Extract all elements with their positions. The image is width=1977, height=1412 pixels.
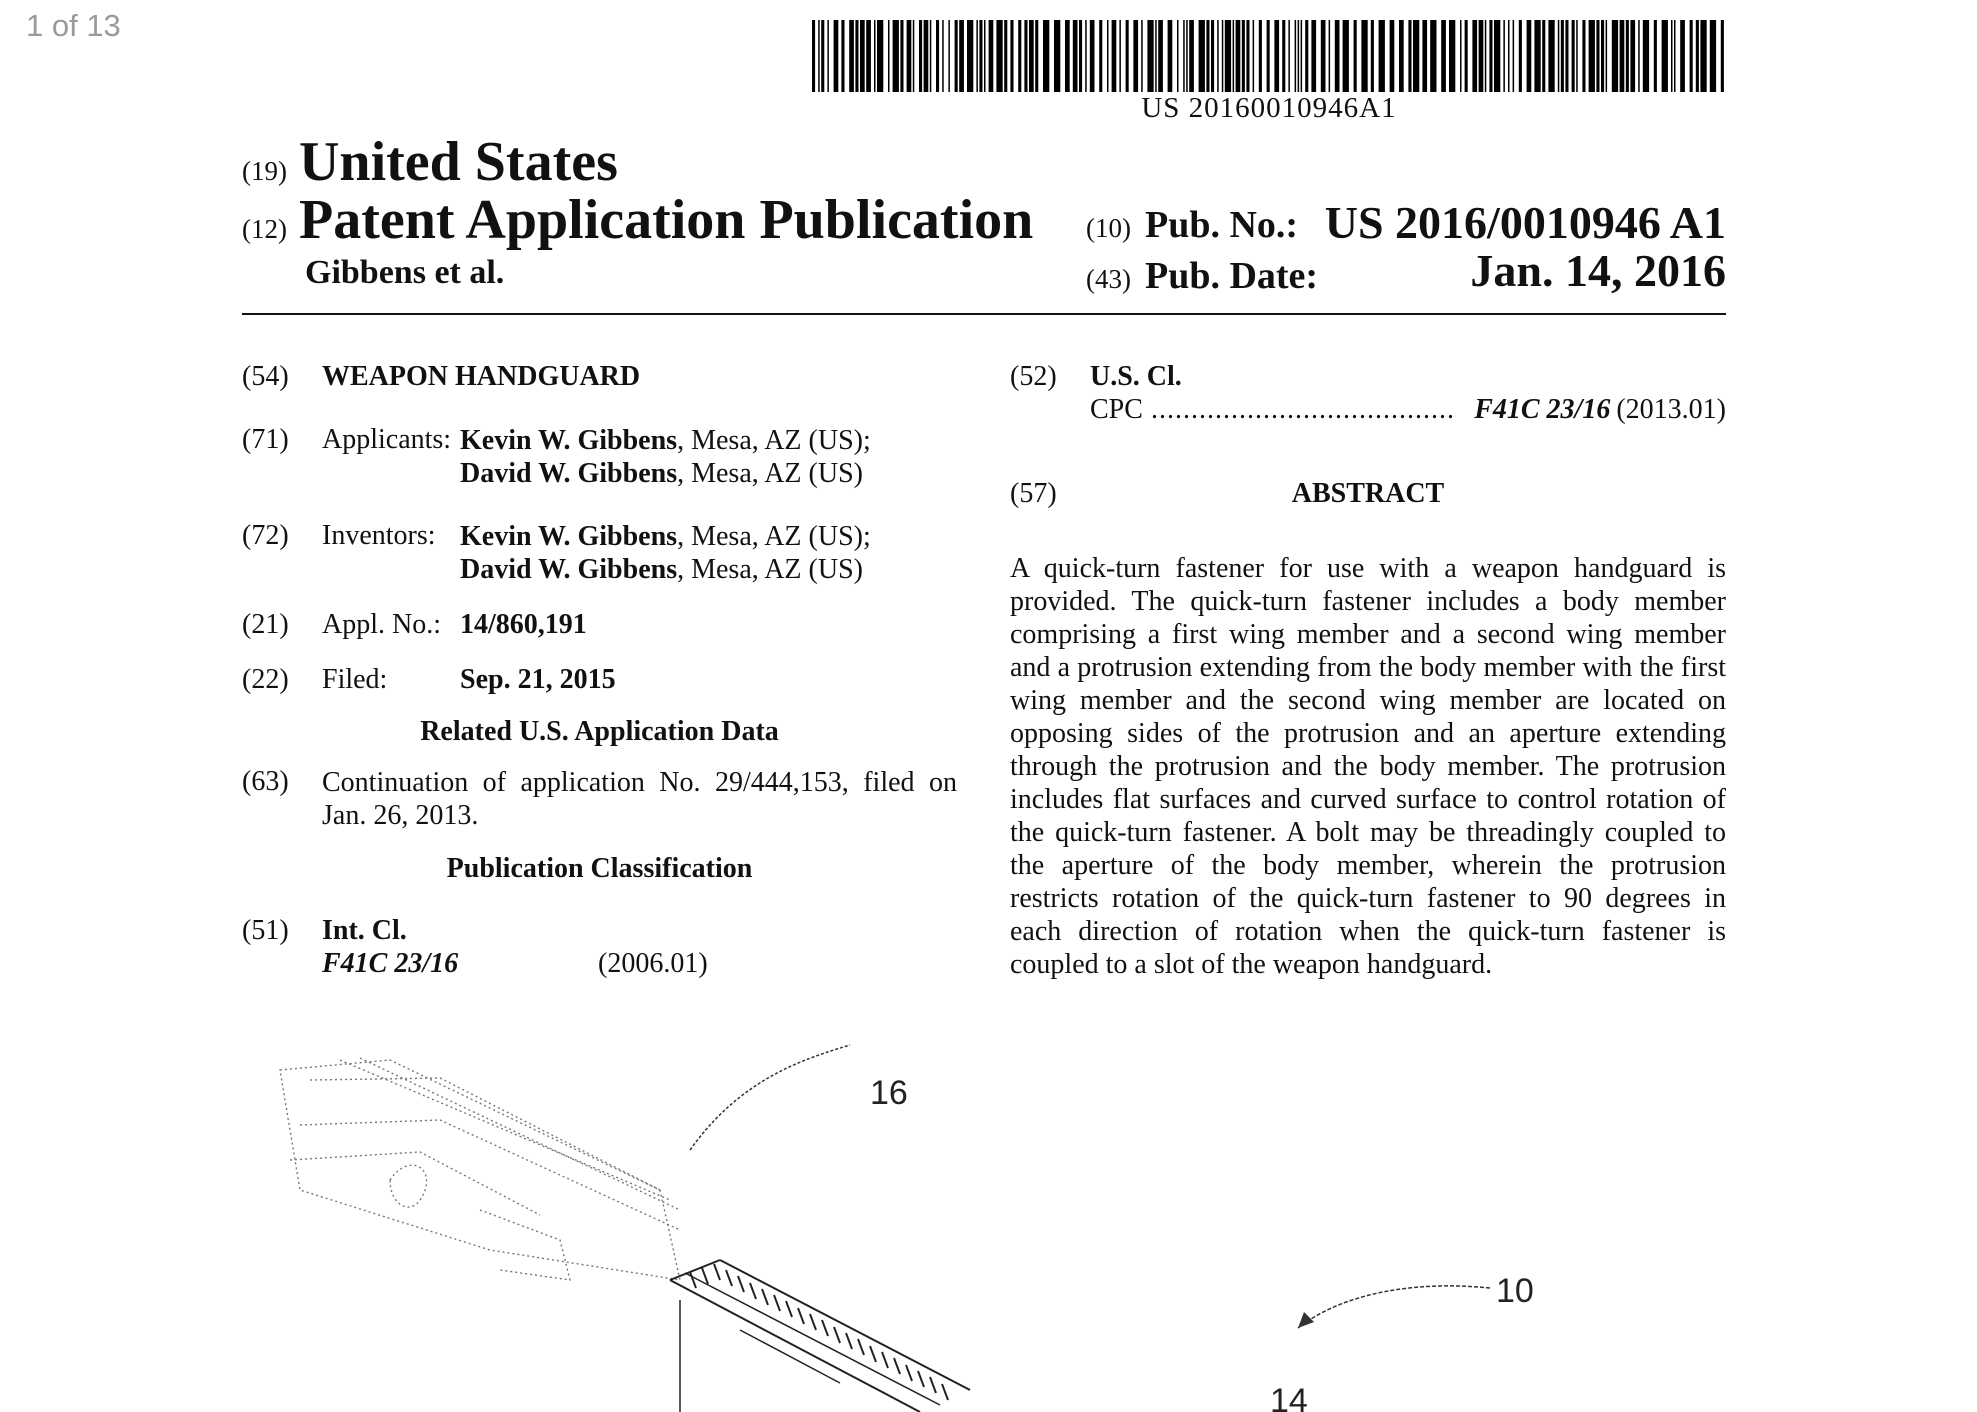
appl-no: 14/860,191: [460, 609, 587, 640]
continuation-line: Continuation of application No. 29/444,153, filed on: [322, 767, 957, 798]
country-line: [242, 130, 618, 194]
us-cl-label: U.S. Cl.: [1090, 361, 1182, 392]
applicants-code: (71): [242, 424, 289, 455]
applicants-list: [460, 424, 871, 490]
classification-heading: Publication Classification: [446, 853, 753, 884]
ref-label-10: 10: [1496, 1272, 1534, 1310]
cpc-label: CPC: [1090, 394, 1143, 425]
us-cl-code: (52): [1010, 361, 1057, 392]
applicant-location: , Mesa, AZ (US);: [677, 425, 871, 456]
pub-no-code: (10): [1086, 213, 1131, 243]
pub-date-line: [1086, 254, 1318, 298]
inventors-label: Inventors:: [322, 520, 436, 551]
inventor-location: , Mesa, AZ (US): [677, 554, 863, 585]
int-cl-label: Int. Cl.: [322, 915, 407, 946]
cpc-version: (2013.01): [1616, 394, 1726, 425]
continuation-line: Jan. 26, 2013.: [322, 800, 479, 831]
patent-drawing: [240, 1040, 1977, 1412]
applicant-name: David W. Gibbens: [460, 458, 678, 489]
filed-date: Sep. 21, 2015: [460, 664, 616, 695]
publication-type-code: (12): [242, 214, 287, 244]
related-data-heading: Related U.S. Application Data: [420, 716, 779, 747]
page-counter: 1 of 13: [26, 8, 121, 43]
cpc-leader-dots: ......................................: [1150, 394, 1455, 425]
inventor-location: , Mesa, AZ (US);: [677, 521, 871, 552]
pub-no-label: Pub. No.:: [1144, 204, 1299, 246]
applicant-name: Kevin W. Gibbens: [460, 425, 678, 456]
barcode-image: [812, 20, 1726, 92]
continuation-code: (63): [242, 766, 289, 797]
abstract-code: (57): [1010, 478, 1057, 509]
publication-type-line: [242, 188, 1033, 252]
inventors-code: (72): [242, 520, 289, 551]
cpc-line: [1090, 394, 1726, 426]
authors: Gibbens et al.: [305, 254, 505, 291]
applicants-label: Applicants:: [322, 424, 452, 455]
appl-no-label: Appl. No.:: [322, 609, 441, 640]
continuation-text: [322, 766, 957, 832]
cpc-class: F41C 23/16: [1474, 394, 1611, 425]
pub-date: Jan. 14, 2016: [1470, 245, 1726, 296]
int-cl-code: (51): [242, 915, 289, 946]
pub-no: US 2016/0010946 A1: [1324, 197, 1726, 248]
ref-label-16: 16: [870, 1074, 908, 1112]
pub-date-code: (43): [1086, 264, 1131, 294]
title-code: (54): [242, 361, 289, 392]
pub-date-label: Pub. Date:: [1144, 255, 1319, 297]
header-divider: [242, 313, 1726, 315]
abstract-text: A quick-turn fastener for use with a weapon handguard is provided. The quick-turn fastener includes a body member comprising a first wing member and a second wing member and a protrusion extending from the body member with the first wing member and the second wing member are located on opposing sides of the protrusion and an aperture extending through the protrusion and the body member. The protrusion includes flat surfaces and curved surface to control rotation of the quick-turn fastener. A bolt may be threadingly coupled to the aperture of the body member, wherein the protrusion restricts rotation of the quick-turn fastener to 90 degrees in each direction of rotation when the quick-turn fastener is coupled to a slot of the weapon handguard.: [1010, 553, 1726, 980]
applicant-location: , Mesa, AZ (US): [677, 458, 863, 489]
country-code: (19): [242, 156, 287, 186]
invention-title: WEAPON HANDGUARD: [322, 361, 641, 392]
country: United States: [298, 131, 618, 193]
filed-code: (22): [242, 664, 289, 695]
filed-label: Filed:: [322, 664, 388, 695]
publication-type: Patent Application Publication: [298, 189, 1034, 251]
inventor-name: David W. Gibbens: [460, 554, 678, 585]
abstract-heading: ABSTRACT: [1291, 478, 1445, 509]
int-cl-version: (2006.01): [598, 948, 708, 979]
int-cl-class: F41C 23/16: [322, 948, 459, 979]
pub-no-line: [1086, 203, 1298, 247]
barcode-number: US 20160010946A1: [1141, 92, 1397, 124]
inventors-list: [460, 520, 871, 586]
inventor-name: Kevin W. Gibbens: [460, 521, 678, 552]
appl-no-code: (21): [242, 609, 289, 640]
ref-label-14: 14: [1270, 1382, 1308, 1412]
